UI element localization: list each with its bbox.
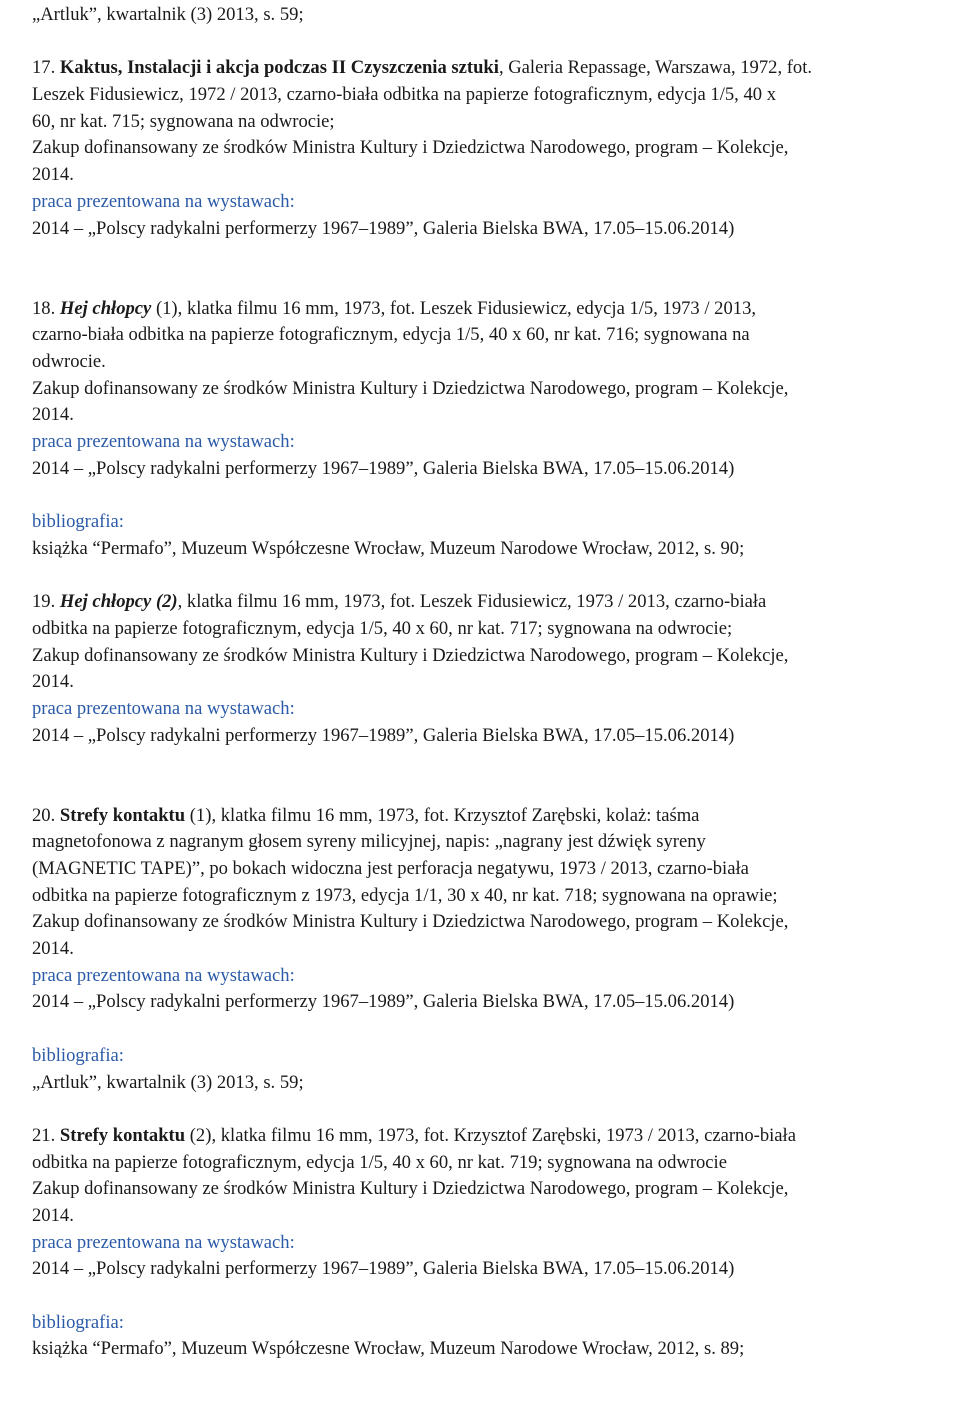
funding-year: 2014.: [32, 164, 74, 186]
exhibitions-label: praca prezentowana na wystawach:: [32, 964, 295, 986]
entry-desc: , klatka filmu 16 mm, 1973, fot. Krzysztof Zarębski, 1973 / 2013, czarno-biała: [211, 1124, 796, 1146]
spacer: [32, 562, 952, 589]
exhibitions-label: praca prezentowana na wystawach:: [32, 431, 295, 452]
entry-line: 60, nr kat. 715; sygnowana na odwrocie;: [32, 110, 335, 132]
document-page: [32, 2, 952, 1363]
entry-line: [32, 55, 952, 82]
entry-line: odbitka na papierze fotograficznym z 1973, edycja 1/1, 30 x 40, nr kat. 718; sygnowana na oprawie;: [32, 884, 778, 906]
entry-line: odbitka na papierze fotograficznym, edycja 1/5, 40 x 60, nr kat. 717; sygnowana na odwrocie;: [32, 617, 733, 639]
entry-desc: , Galeria Repassage, Warszawa, 1972, fot.: [498, 57, 813, 79]
spacer: [32, 242, 952, 269]
entry-line: [32, 1123, 952, 1150]
entry-number: 21.: [32, 1124, 56, 1146]
entry-title: Hej chłopcy (2): [59, 591, 178, 613]
exhibition-line: 2014 – „Polscy radykalni performerzy 1967–1989”, Galeria Bielska BWA, 17.05–15.06.2014): [32, 1258, 735, 1280]
catalog-entry-21: [32, 1123, 952, 1363]
entry-line: [32, 296, 952, 323]
entry-title-number: (1): [185, 804, 212, 826]
prev-bibliography-line: „Artluk”, kwartalnik (3) 2013, s. 59;: [32, 4, 304, 25]
exhibition-line: 2014 – „Polscy radykalni performerzy 1967–1989”, Galeria Bielska BWA, 17.05–15.06.2014): [32, 724, 735, 746]
spacer: [32, 749, 952, 776]
bibliography-label: bibliografia:: [32, 1044, 124, 1066]
bibliography-line: „Artluk”, kwartalnik (3) 2013, s. 59;: [32, 1071, 304, 1093]
entry-title-number: (2): [185, 1124, 212, 1146]
entry-line: odbitka na papierze fotograficznym, edycja 1/5, 40 x 60, nr kat. 719; sygnowana na odwrocie: [32, 1151, 727, 1173]
spacer: [32, 776, 952, 803]
entry-title: Strefy kontaktu: [59, 1124, 186, 1146]
funding-line: Zakup dofinansowany ze środków Ministra Kultury i Dziedzictwa Narodowego, program – Kolekcje,: [32, 377, 789, 399]
bibliography-label: bibliografia:: [32, 511, 124, 533]
spacer: [32, 269, 952, 296]
entry-title: Hej chłopcy: [59, 297, 152, 319]
funding-year: 2014.: [32, 671, 74, 693]
entry-desc: , klatka filmu 16 mm, 1973, fot. Leszek Fidusiewicz, 1973 / 2013, czarno-biała: [177, 591, 767, 613]
bibliography-line: książka “Permafo”, Muzeum Współczesne Wrocław, Muzeum Narodowe Wrocław, 2012, s. 90;: [32, 537, 745, 559]
catalog-entry-17: [32, 55, 952, 242]
catalog-entry-19: [32, 589, 952, 749]
entry-number: 17.: [32, 57, 56, 79]
entry-line: (MAGNETIC TAPE)”, po bokach widoczna jest perforacja negatywu, 1973 / 2013, czarno-biała: [32, 858, 749, 879]
entry-title-number: (1): [151, 297, 178, 319]
entry-line: [32, 589, 952, 616]
exhibition-line: 2014 – „Polscy radykalni performerzy 1967–1989”, Galeria Bielska BWA, 17.05–15.06.2014): [32, 991, 735, 1013]
bibliography-label: bibliografia:: [32, 1311, 124, 1333]
spacer: [32, 29, 952, 56]
entry-number: 20.: [32, 804, 56, 826]
exhibition-line: 2014 – „Polscy radykalni performerzy 1967–1989”, Galeria Bielska BWA, 17.05–15.06.2014): [32, 457, 735, 479]
entry-title: Kaktus, Instalacji i akcja podczas II Czyszczenia sztuki: [59, 57, 499, 79]
spacer: [32, 1016, 952, 1043]
exhibitions-label: praca prezentowana na wystawach:: [32, 697, 295, 719]
spacer: [32, 1096, 952, 1123]
exhibitions-label: praca prezentowana na wystawach:: [32, 190, 295, 212]
funding-year: 2014.: [32, 938, 74, 960]
funding-line: Zakup dofinansowany ze środków Ministra Kultury i Dziedzictwa Narodowego, program – Kolekcje,: [32, 644, 789, 666]
entry-line: czarno-biała odbitka na papierze fotograficznym, edycja 1/5, 40 x 60, nr kat. 716; sygnowana na: [32, 324, 750, 346]
funding-line: Zakup dofinansowany ze środków Ministra Kultury i Dziedzictwa Narodowego, program – Kolekcje,: [32, 137, 789, 159]
exhibitions-label: praca prezentowana na wystawach:: [32, 1231, 295, 1253]
entry-line: Leszek Fidusiewicz, 1972 / 2013, czarno-biała odbitka na papierze fotograficznym, edycja 1/5, 40 x: [32, 84, 777, 106]
entry-desc: , klatka filmu 16 mm, 1973, fot. Leszek Fidusiewicz, edycja 1/5, 1973 / 2013,: [177, 297, 757, 319]
funding-line: Zakup dofinansowany ze środków Ministra Kultury i Dziedzictwa Narodowego, program – Kolekcje,: [32, 911, 789, 933]
entry-number: 19.: [32, 591, 56, 613]
funding-year: 2014.: [32, 404, 74, 426]
exhibition-line: 2014 – „Polscy radykalni performerzy 1967–1989”, Galeria Bielska BWA, 17.05–15.06.2014): [32, 217, 735, 239]
spacer: [32, 482, 952, 509]
funding-year: 2014.: [32, 1204, 74, 1226]
entry-number: 18.: [32, 297, 56, 319]
entry-desc: , klatka filmu 16 mm, 1973, fot. Krzysztof Zarębski, kolaż: taśma: [211, 804, 700, 826]
bibliography-line: książka “Permafo”, Muzeum Współczesne Wrocław, Muzeum Narodowe Wrocław, 2012, s. 89;: [32, 1338, 745, 1360]
entry-line: odwrocie.: [32, 350, 106, 372]
entry-line: magnetofonowa z nagranym głosem syreny milicyjnej, napis: „nagrany jest dźwięk syreny: [32, 831, 706, 853]
catalog-entry-18: [32, 296, 952, 563]
funding-line: Zakup dofinansowany ze środków Ministra Kultury i Dziedzictwa Narodowego, program – Kolekcje,: [32, 1178, 789, 1200]
catalog-entry-20: [32, 803, 952, 1097]
entry-line: [32, 803, 952, 830]
entry-title: Strefy kontaktu: [59, 804, 186, 826]
spacer: [32, 1283, 952, 1310]
